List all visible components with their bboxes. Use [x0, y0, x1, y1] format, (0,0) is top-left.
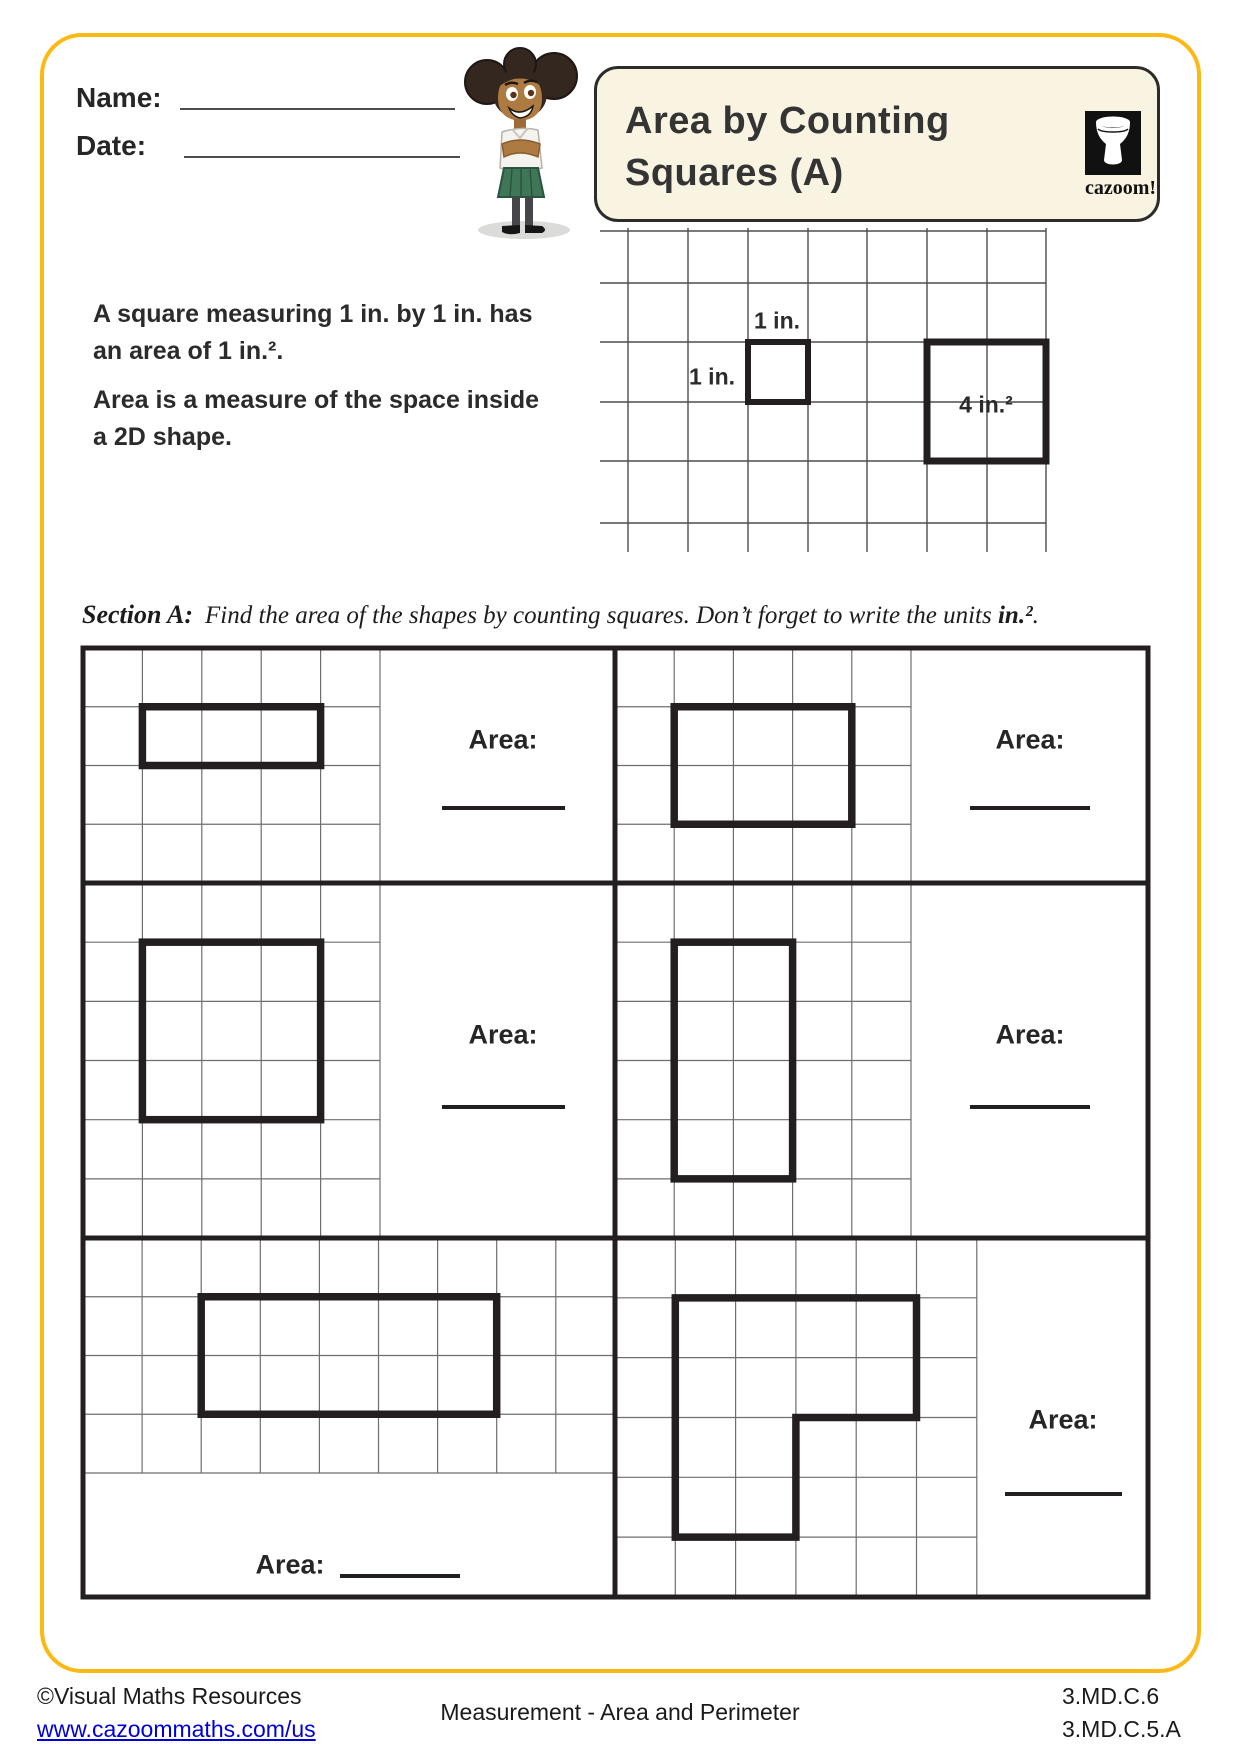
- example-top-dimension-label: 1 in.: [753, 307, 801, 334]
- footer-copyright: ©Visual Maths Resources: [37, 1683, 302, 1709]
- answer-blank-line-problem-5: [340, 1574, 460, 1578]
- answer-blank-line-problem-2: [970, 806, 1090, 810]
- page-title-line1: Area by Counting: [625, 100, 950, 142]
- footer-standard-1: 3.MD.C.6: [1062, 1683, 1160, 1709]
- area-label-problem-6: Area:: [1028, 1404, 1098, 1435]
- answer-blank-line-problem-3: [442, 1105, 565, 1109]
- page-title-line2: Squares (A): [625, 152, 844, 194]
- footer-standard-2: 3.MD.C.5.A: [1062, 1716, 1181, 1742]
- example-side-dimension-label: 1 in.: [688, 363, 736, 390]
- intro-paragraph-1: A square measuring 1 in. by 1 in. has an area of 1 in.².: [93, 300, 533, 365]
- answer-blank-line-problem-1: [442, 806, 565, 810]
- answer-blank-line-problem-6: [1005, 1492, 1122, 1496]
- logo-text: cazoom!: [1085, 177, 1157, 199]
- section-a-suffix: .: [1032, 602, 1039, 629]
- area-label-problem-3: Area:: [468, 1019, 538, 1050]
- area-label-problem-2: Area:: [995, 724, 1065, 755]
- name-label: Name:: [76, 82, 162, 113]
- date-label: Date:: [76, 130, 147, 161]
- area-label-problem-1: Area:: [468, 724, 538, 755]
- example-area-value-label: 4 in.²: [959, 391, 1013, 418]
- section-a-instructions: Find the area of the shapes by counting squares. Don’t forget to write the units: [204, 602, 998, 629]
- area-label-problem-5: Area:: [255, 1549, 325, 1580]
- footer-topic: Measurement - Area and Perimeter: [440, 1699, 800, 1725]
- footer-website-link[interactable]: www.cazoommaths.com/us: [37, 1716, 316, 1742]
- section-a-label: Section A:: [82, 600, 193, 629]
- area-label-problem-4: Area:: [995, 1019, 1065, 1050]
- answer-blank-line-problem-4: [970, 1105, 1090, 1109]
- intro-paragraph-2: Area is a measure of the space inside a 2D shape.: [93, 386, 540, 451]
- section-a-units: in.²: [997, 602, 1033, 629]
